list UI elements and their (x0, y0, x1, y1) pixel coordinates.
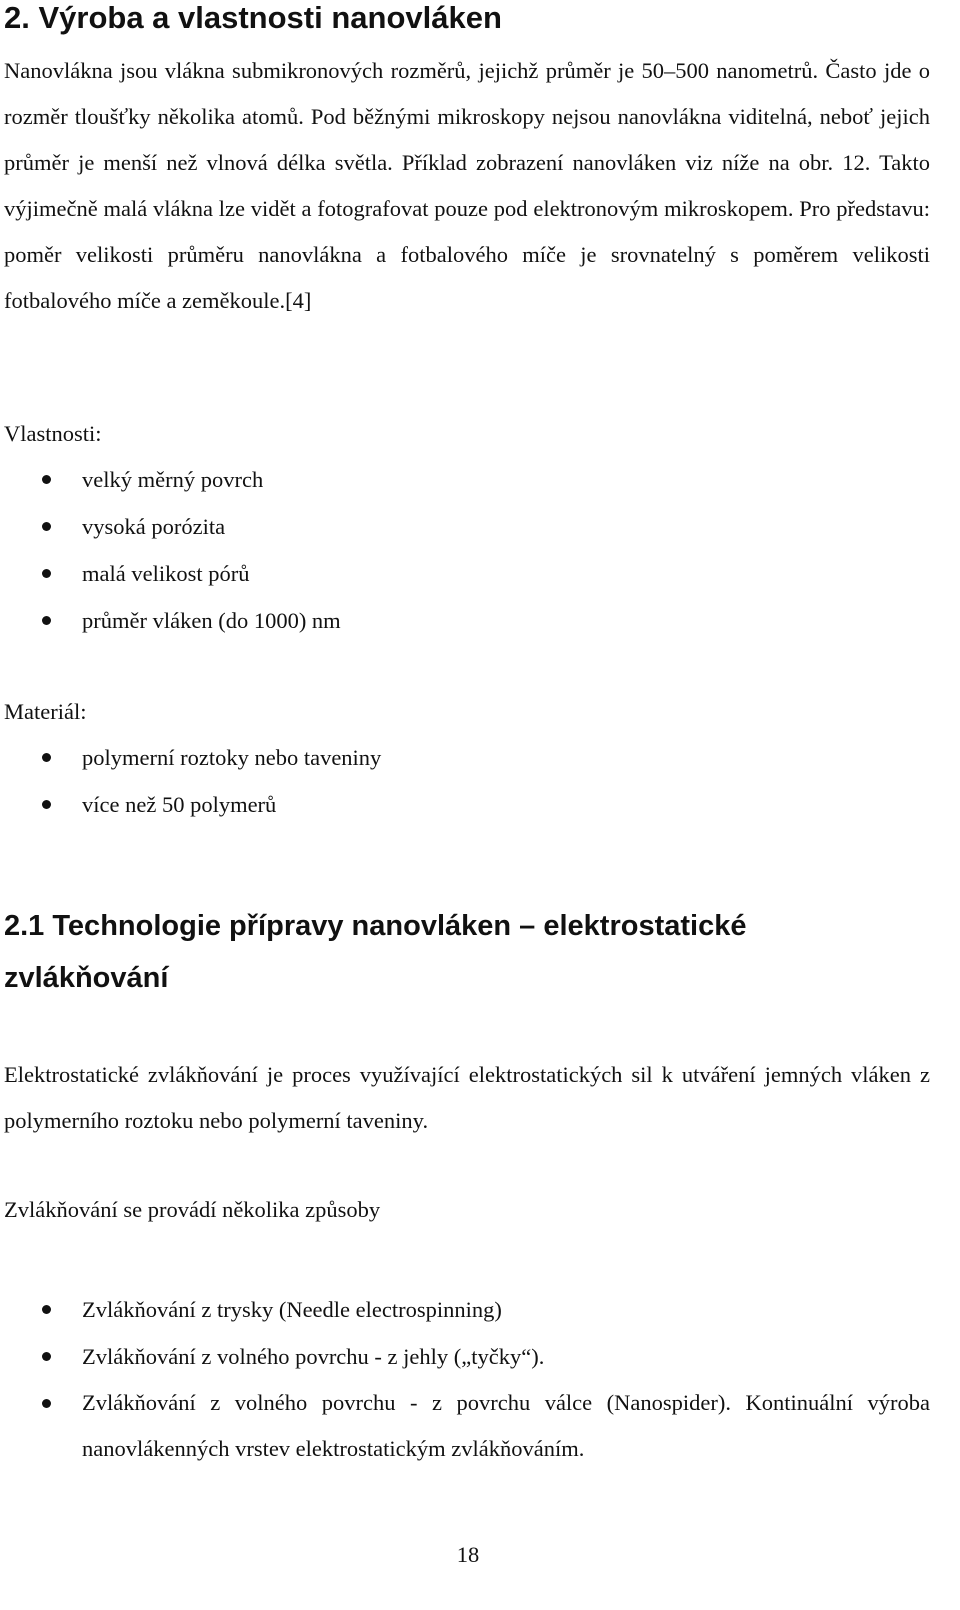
list-item: Zvlákňování z volného povrchu - z jehly („tyčky“). (0, 1333, 940, 1380)
bullet-icon (42, 616, 51, 625)
list-item: vysoká porózita (0, 503, 940, 550)
bullet-icon (42, 1305, 51, 1314)
intro-paragraph: Nanovlákna jsou vlákna submikronových rozměrů, jejichž průměr je 50–500 nanometrů. Často jde o rozměr tloušťky několika atomů. Pod běžnými mikroskopy nejsou nanovlákna viditelná, neboť jejich průměr je menší než vlnová délka světla. Příklad zobrazení nanovláken viz níže na obr. 12. Takto výjimečně malá vlákna lze vidět a fotografovat pouze pod elektronovým mikroskopem. Pro představu: poměr velikosti průměru nanovlákna a fotbalového míče je srovnatelný s poměrem velikosti fotbalového míče a zeměkoule.[4] (4, 58, 930, 313)
list-item: velký měrný povrch (0, 456, 940, 503)
properties-list (0, 456, 940, 644)
methods-label: Zvlákňování se provádí několika způsoby (4, 1197, 381, 1222)
bullet-icon (42, 569, 51, 578)
list-item: více než 50 polymerů (0, 781, 940, 828)
list-item: malá velikost pórů (0, 550, 940, 597)
bullet-icon (42, 753, 51, 762)
section-heading: 2. Výroba a vlastnosti nanovláken (4, 0, 502, 35)
bullet-icon (42, 1399, 51, 1408)
bullet-icon (42, 522, 51, 531)
materials-list (0, 734, 940, 828)
methods-list (0, 1286, 940, 1472)
bullet-icon (42, 1352, 51, 1361)
bullet-icon (42, 800, 51, 809)
list-item: Zvlákňování z trysky (Needle electrospinning) (0, 1286, 940, 1333)
subsection-heading: 2.1 Technologie přípravy nanovláken – elektrostatické zvlákňování (4, 910, 747, 994)
list-item: Zvlákňování z volného povrchu - z povrchu válce (Nanospider). Kontinuální výroba nanovlákenných vrstev elektrostatickým zvlákňováním. (0, 1380, 940, 1472)
material-label: Materiál: (4, 699, 87, 724)
page-number: 18 (456, 1542, 480, 1567)
list-item: průměr vláken (do 1000) nm (0, 597, 940, 644)
subsection-paragraph: Elektrostatické zvlákňování je proces využívající elektrostatických sil k utváření jemných vláken z polymerního roztoku nebo polymerní taveniny. (4, 1062, 930, 1133)
properties-label: Vlastnosti: (4, 421, 102, 446)
bullet-icon (42, 475, 51, 484)
list-item: polymerní roztoky nebo taveniny (0, 734, 940, 781)
